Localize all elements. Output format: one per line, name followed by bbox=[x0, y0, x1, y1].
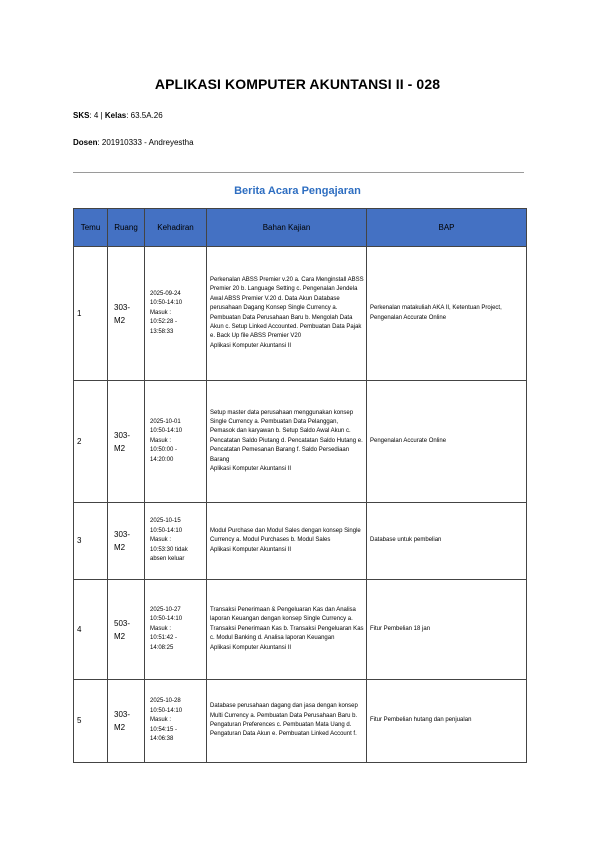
cell-bap: Fitur Pembelian hutang dan penjualan bbox=[367, 680, 527, 763]
table-row bbox=[74, 680, 527, 763]
header-kehadiran: Kehadiran bbox=[145, 209, 207, 247]
table-row bbox=[74, 580, 527, 680]
cell-kehadiran: 2025-10-27 10:50-14:10 Masuk : 10:51:42 - 14:08:25 bbox=[145, 580, 207, 680]
dosen-label: Dosen bbox=[73, 138, 98, 147]
kelas-label: Kelas bbox=[104, 111, 127, 120]
cell-ruang: 303- M2 bbox=[108, 680, 145, 763]
cell-ruang: 303- M2 bbox=[108, 381, 145, 503]
cell-ruang: 303- M2 bbox=[108, 247, 145, 381]
cell-bahan-kajian: Database perusahaan dagang dan jasa dengan konsep Multi Currency a. Pembuatan Data Perusahaan Baru b. Pengaturan Preferences c. Pembuatan Mata Uang d. Pengaturan Data Akun e. Pembuatan Linked Account f. bbox=[207, 680, 367, 763]
cell-ruang: 503- M2 bbox=[108, 580, 145, 680]
lecturer-info bbox=[73, 138, 194, 147]
header-bahan-kajian: Bahan Kajian bbox=[207, 209, 367, 247]
cell-kehadiran: 2025-10-28 10:50-14:10 Masuk : 10:54:15 - 14:06:38 bbox=[145, 680, 207, 763]
cell-bap: Database untuk pembelian bbox=[367, 503, 527, 580]
cell-bahan-kajian: Setup master data perusahaan menggunakan konsep Single Currency a. Pembuatan Data Pelanggan, Pemasok dan karyawan b. Setup Saldo Awal Akun c. Pencatatan Saldo Piutang d. Pencatatan Saldo Hutang e. Pencatatan Pemesanan Barang f. Saldo Persediaan Barang Aplikasi Komputer Akuntansi II bbox=[207, 381, 367, 503]
cell-temu: 2 bbox=[74, 381, 108, 503]
kelas-value: : 63.5A.26 bbox=[126, 111, 163, 120]
header-temu: Temu bbox=[74, 209, 108, 247]
dosen-value: : 201910333 - Andreyestha bbox=[97, 138, 194, 147]
divider bbox=[73, 172, 524, 173]
cell-temu: 1 bbox=[74, 247, 108, 381]
cell-bap: Pengenalan Accurate Online bbox=[367, 381, 527, 503]
cell-bap: Fitur Pembelian 18 jan bbox=[367, 580, 527, 680]
header-ruang: Ruang bbox=[108, 209, 145, 247]
header-bap: BAP bbox=[367, 209, 527, 247]
cell-bahan-kajian: Perkenalan ABSS Premier v.20 a. Cara Menginstall ABSS Premier 20 b. Language Setting c. Pengenalan Jendela Awal ABSS Premier V.20 d. Data Akun Database perusahaan Dagang Konsep Single Currency a. Pembuatan Data Perusahaan Baru b. Mengolah Data Akun c. Setup Linked Accounted. Pembuatan Data Pajak e. Back Up file ABSS Premier V20 Aplikasi Komputer Akuntansi II bbox=[207, 247, 367, 381]
cell-kehadiran: 2025-10-15 10:50-14:10 Masuk : 10:53:30 tidak absen keluar bbox=[145, 503, 207, 580]
table-row bbox=[74, 247, 527, 381]
table-header-row bbox=[74, 209, 527, 247]
cell-bap: Perkenalan matakuliah AKA II, Ketentuan Project, Pengenalan Accurate Online bbox=[367, 247, 527, 381]
course-info bbox=[73, 111, 163, 120]
page-title: APLIKASI KOMPUTER AKUNTANSI II - 028 bbox=[154, 76, 441, 92]
cell-temu: 4 bbox=[74, 580, 108, 680]
cell-ruang: 303- M2 bbox=[108, 503, 145, 580]
cell-temu: 3 bbox=[74, 503, 108, 580]
cell-bahan-kajian: Modul Purchase dan Modul Sales dengan konsep Single Currency a. Modul Purchases b. Modul Sales Aplikasi Komputer Akuntansi II bbox=[207, 503, 367, 580]
cell-temu: 5 bbox=[74, 680, 108, 763]
sks-label: SKS bbox=[73, 111, 90, 120]
cell-bahan-kajian: Transaksi Penerimaan & Pengeluaran Kas dan Analisa laporan Keuangan dengan konsep Single Currency a. Transaksi Penerimaan Kas b. Transaksi Pengeluaran Kas c. Modul Banking d. Analisa laporan Keuangan Aplikasi Komputer Akuntansi II bbox=[207, 580, 367, 680]
teaching-report-table bbox=[73, 208, 527, 763]
cell-kehadiran: 2025-10-01 10:50-14:10 Masuk : 10:50:00 - 14:20:00 bbox=[145, 381, 207, 503]
table-row bbox=[74, 381, 527, 503]
cell-kehadiran: 2025-09-24 10:50-14:10 Masuk : 10:52:28 - 13:58:33 bbox=[145, 247, 207, 381]
sks-value: : 4 | bbox=[89, 111, 105, 120]
table-row bbox=[74, 503, 527, 580]
section-title: Berita Acara Pengajaran bbox=[234, 185, 361, 197]
